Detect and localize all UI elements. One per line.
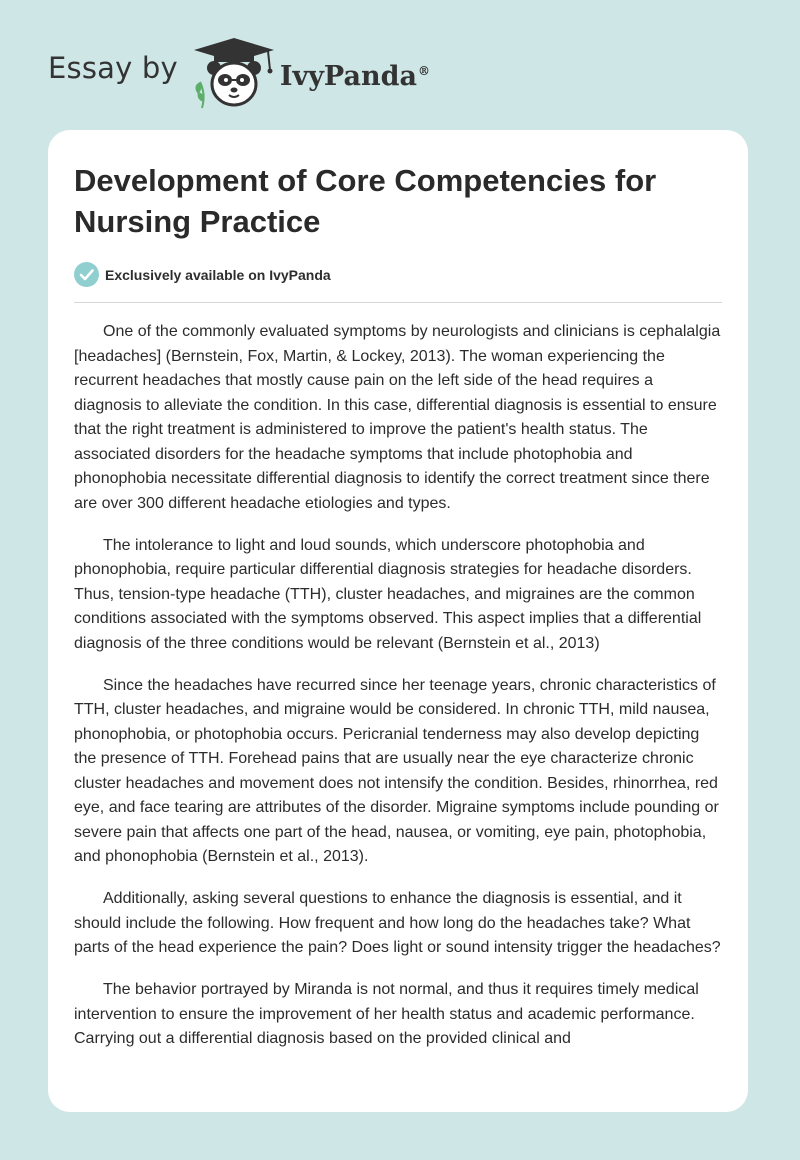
check-circle-icon	[74, 262, 99, 287]
divider	[74, 302, 722, 303]
paragraph: The intolerance to light and loud sounds, which underscore photophobia and phonophobia, require particular differential diagnosis strategies for headache disorders. Thus, tension-type headache (TTH), cluster headaches, and migraines are the common conditions associated with the symptoms observed. This aspect implies that a differential diagnosis of the three conditions would be relevant (Bernstein et al., 2013)	[74, 536, 702, 652]
paragraph: Additionally, asking several questions to enhance the diagnosis is essential, and it should include the following. How frequent and how long do the headaches take? What parts of the head experience the pain? Does light or sound intensity trigger the headaches?	[74, 890, 721, 956]
paragraph: Since the headaches have recurred since her teenage years, chronic characteristics of TTH, cluster headaches, and migraine would be considered. In chronic TTH, mild nausea, phonophobia, or photophobia occurs. Pericranial tenderness may also develop depicting the presence of TTH. Forehead pains that are usually near the eye characterize chronic cluster headaches and movement does not intensify the condition. Besides, rhinorrhea, red eye, and face tearing are attributes of the disorder. Migraine symptoms include pounding or severe pain that affects one part of the head, nausea, or vomiting, eye pain, photophobia, and phonophobia (Bernstein et al., 2013).	[74, 676, 719, 865]
panda-graduate-icon	[190, 36, 278, 112]
brand-name	[280, 61, 430, 92]
exclusive-badge	[74, 262, 331, 287]
paragraph: The behavior portrayed by Miranda is not normal, and thus it requires timely medical intervention to ensure the improvement of her health status and academic performance. Carrying out a differential diagnosis based on the provided clinical and	[74, 981, 699, 1047]
brand-name-text: IvyPanda	[279, 60, 417, 92]
essay-by-label: Essay by	[48, 51, 178, 85]
site-header	[48, 34, 430, 114]
page-title: Development of Core Competencies for Nursing Practice	[74, 163, 657, 239]
exclusive-label: Exclusively available on IvyPanda	[105, 266, 331, 283]
paragraph: One of the commonly evaluated symptoms by neurologists and clinicians is cephalalgia [headaches] (Bernstein, Fox, Martin, & Lockey, 2013). The woman experiencing the recurrent headaches that mostly cause pain on the left side of the head requires a diagnosis to alleviate the condition. In this case, differential diagnosis is essential to ensure that the right treatment is administered to improve the patient's health status. The associated disorders for the headache symptoms that include photophobia and phonophobia necessitate differential diagnosis to identify the correct treatment since there are over 300 different headache etiologies and types.	[74, 323, 721, 512]
essay-card	[48, 130, 748, 1112]
registered-mark: ®	[417, 63, 430, 78]
essay-body	[74, 320, 724, 1069]
